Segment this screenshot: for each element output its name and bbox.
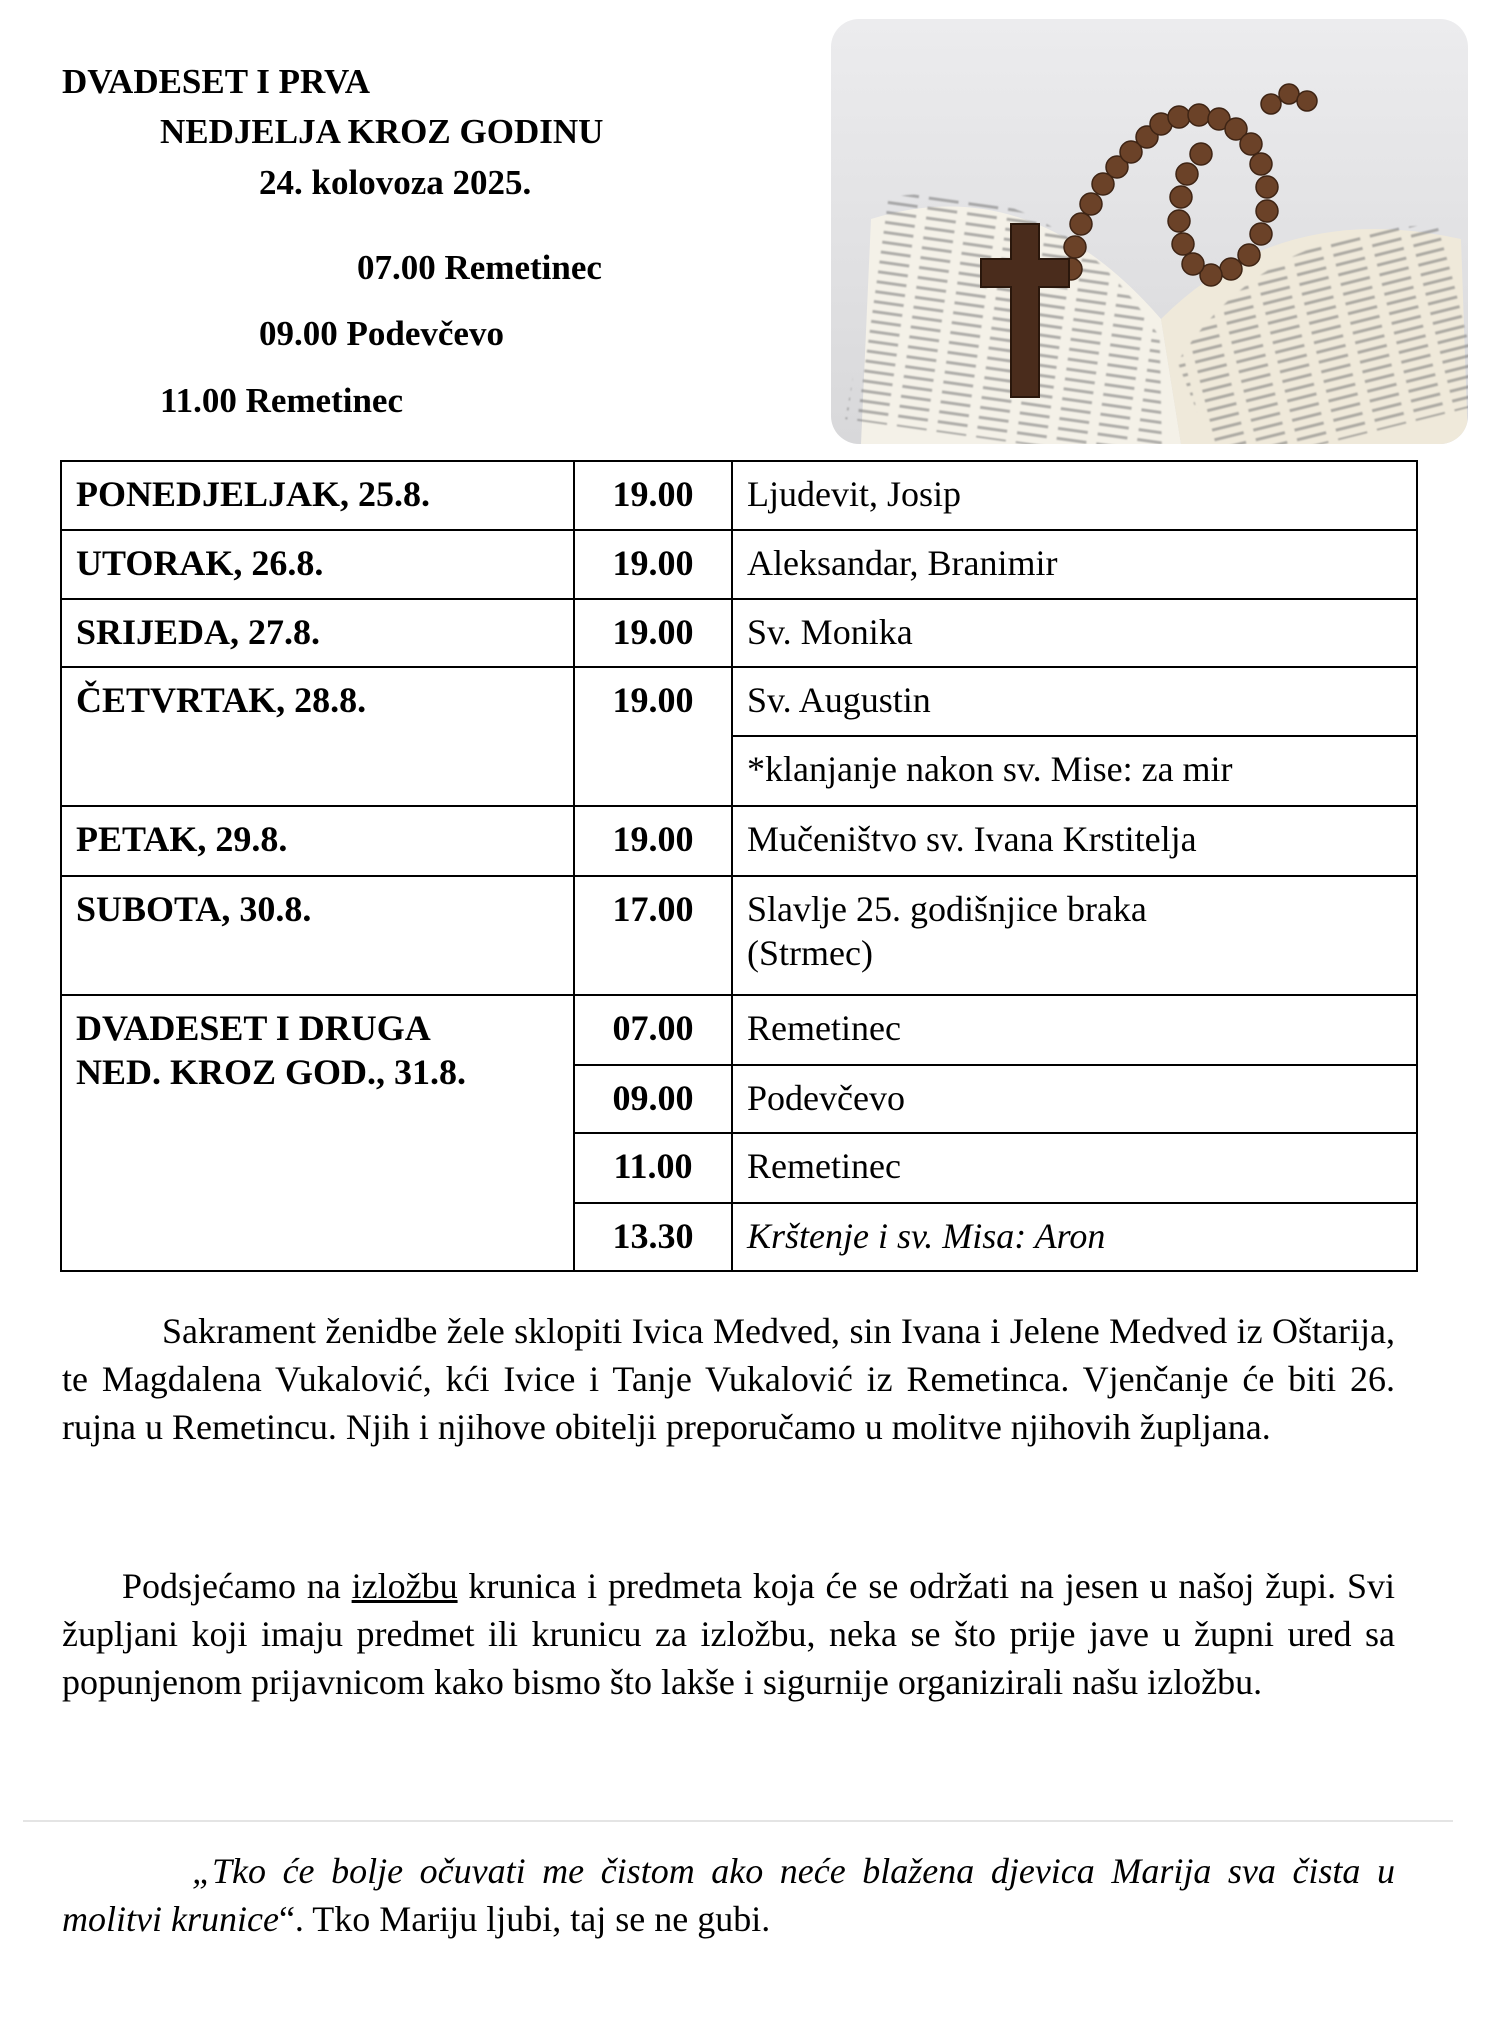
rosary-bible-image	[831, 19, 1468, 444]
time-cell: 17.00	[574, 876, 732, 995]
sunday-mass-1: 07.00 Remetinec	[357, 248, 602, 287]
exhibition-text-rest: krunica i predmeta koja će se održati na jesen u našoj župi. Svi župljani koji imaju predmet ili krunicu za izložbu, neka se što prije jave u župni ured sa popunjenom prijavnicom kako bismo što lakše i sigurnije organizirali našu izložbu.	[62, 1566, 1395, 1702]
quote-italic: „Tko će bolje očuvati me čistom ako neće blažena djevica Marija sva čista u molitvi krunice	[62, 1851, 1395, 1939]
table-row	[61, 806, 1417, 876]
intention-cell: Ljudevit, Josip	[732, 461, 1417, 530]
table-row	[61, 530, 1417, 599]
table-row	[61, 995, 1417, 1065]
table-row	[61, 876, 1417, 995]
exhibition-announcement	[62, 1562, 1395, 1706]
weekly-mass-schedule	[60, 460, 1418, 1272]
day-cell: ČETVRTAK, 28.8.	[61, 667, 574, 806]
day-line: DVADESET I DRUGA	[76, 1008, 431, 1048]
adoration-note-cell: *klanjanje nakon sv. Mise: za mir	[732, 736, 1417, 806]
exhibition-text-start: Podsjećamo na	[122, 1566, 352, 1606]
time-cell: 19.00	[574, 599, 732, 667]
intention-line: Slavlje 25. godišnjice braka	[747, 889, 1147, 929]
wedding-announcement: Sakrament ženidbe žele sklopiti Ivica Medved, sin Ivana i Jelene Medved iz Oštarija, te Magdalena Vukalović, kći Ivice i Tanje Vukalović iz Remetinca. Vjenčanje će biti 26. rujna u Remetincu. Njih i njihove obitelji preporučamo u molitve njihovih župljana.	[62, 1311, 1395, 1447]
table-row	[61, 461, 1417, 530]
intention-cell: Aleksandar, Branimir	[732, 530, 1417, 599]
exhibition-link[interactable]: izložbu	[351, 1566, 458, 1606]
intention-cell: Sv. Augustin	[732, 667, 1417, 736]
intention-cell: Remetinec	[732, 1133, 1417, 1203]
time-cell: 11.00	[574, 1133, 732, 1203]
intention-cell: Mučeništvo sv. Ivana Krstitelja	[732, 806, 1417, 876]
title-line-2: NEDJELJA KROZ GODINU	[160, 112, 604, 151]
time-cell: 19.00	[574, 806, 732, 876]
intention-cell: Remetinec	[732, 995, 1417, 1065]
time-cell: 07.00	[574, 995, 732, 1065]
time-cell: 09.00	[574, 1065, 732, 1133]
intention-cell	[732, 876, 1417, 995]
sunday-mass-2: 09.00 Podevčevo	[259, 314, 504, 353]
quote-rest: “. Tko Mariju ljubi, taj se ne gubi.	[278, 1899, 771, 1939]
table-row	[61, 667, 1417, 736]
day-cell	[61, 995, 574, 1271]
time-cell: 19.00	[574, 461, 732, 530]
time-cell: 19.00	[574, 530, 732, 599]
intention-cell: Podevčevo	[732, 1065, 1417, 1133]
sunday-mass-3: 11.00 Remetinec	[160, 381, 403, 420]
title-date: 24. kolovoza 2025.	[259, 163, 532, 202]
time-cell: 13.30	[574, 1203, 732, 1271]
time-cell: 19.00	[574, 667, 732, 806]
day-cell: SRIJEDA, 27.8.	[61, 599, 574, 667]
day-cell: SUBOTA, 30.8.	[61, 876, 574, 995]
divider	[23, 1820, 1453, 1822]
day-line: NED. KROZ GOD., 31.8.	[76, 1052, 467, 1092]
day-cell: PETAK, 29.8.	[61, 806, 574, 876]
closing-quote	[62, 1847, 1395, 1943]
intention-cell: Krštenje i sv. Misa: Aron	[732, 1203, 1417, 1271]
intention-line: (Strmec)	[747, 933, 873, 973]
title-line-1: DVADESET I PRVA	[62, 62, 371, 101]
day-cell: UTORAK, 26.8.	[61, 530, 574, 599]
day-cell: PONEDJELJAK, 25.8.	[61, 461, 574, 530]
intention-cell: Sv. Monika	[732, 599, 1417, 667]
table-row	[61, 599, 1417, 667]
